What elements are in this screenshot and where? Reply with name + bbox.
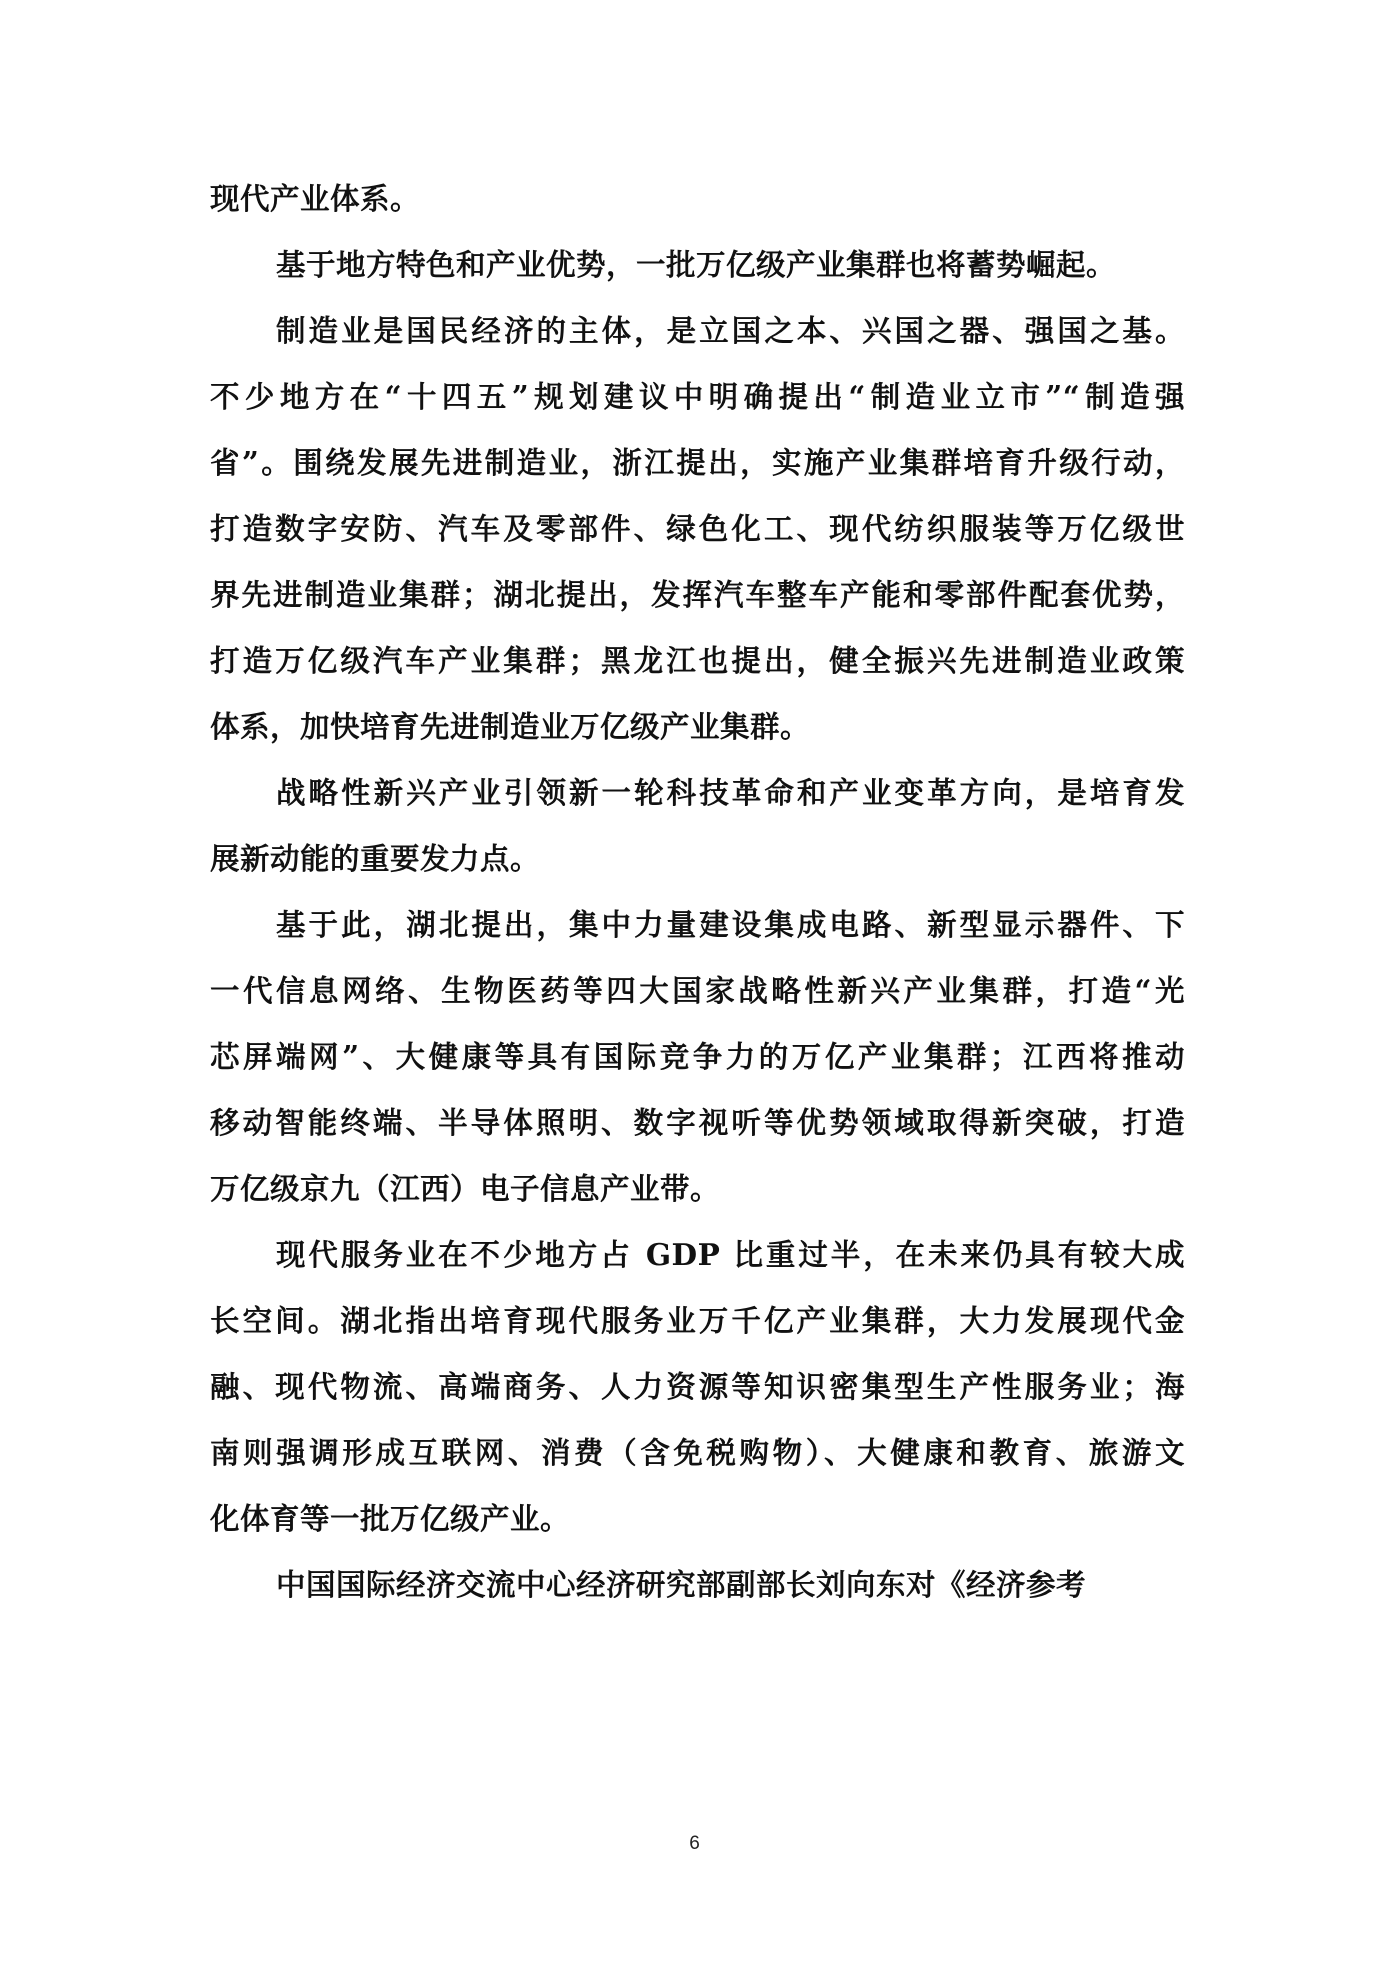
- text-line: 现代产业体系。: [210, 181, 421, 216]
- text-line: 化体育等一批万亿级产业。: [210, 1501, 571, 1536]
- page-number: 6: [689, 1833, 700, 1854]
- text-line: 南则强调形成互联网、消费（含免税购物）、大健康和教育、旅游文: [210, 1435, 1185, 1470]
- paragraph: [210, 166, 1185, 232]
- text-line: 融、现代物流、高端商务、人力资源等知识密集型生产性服务业；海: [210, 1369, 1185, 1404]
- paragraph: [210, 298, 1185, 760]
- text-line: 战略性新兴产业引领新一轮科技革命和产业变革方向，是培育发: [276, 775, 1185, 810]
- text-line: 芯屏端网”、大健康等具有国际竞争力的万亿产业集群；江西将推动: [210, 1039, 1185, 1074]
- text-line: 基于地方特色和产业优势，一批万亿级产业集群也将蓄势崛起。: [276, 247, 1117, 282]
- text-line: 基于此，湖北提出，集中力量建设集成电路、新型显示器件、下: [276, 907, 1185, 942]
- text-line: 长空间。湖北指出培育现代服务业万千亿产业集群，大力发展现代金: [210, 1303, 1185, 1338]
- paragraph: [210, 232, 1185, 298]
- text-line: 制造业是国民经济的主体，是立国之本、兴国之器、强国之基。: [276, 313, 1185, 348]
- text-line: 打造数字安防、汽车及零部件、绿色化工、现代纺织服装等万亿级世: [210, 511, 1185, 546]
- paragraph: [210, 892, 1185, 1222]
- text-line: 中国国际经济交流中心经济研究部副部长刘向东对《经济参考: [276, 1567, 1087, 1602]
- paragraph: [210, 1222, 1185, 1552]
- text-line: 一代信息网络、生物医药等四大国家战略性新兴产业集群，打造“光: [210, 973, 1185, 1008]
- text-line: 现代服务业在不少地方占 GDP 比重过半，在未来仍具有较大成: [276, 1237, 1185, 1272]
- text-line: 界先进制造业集群；湖北提出，发挥汽车整车产能和零部件配套优势，: [210, 577, 1185, 612]
- text-line: 打造万亿级汽车产业集群；黑龙江也提出，健全振兴先进制造业政策: [210, 643, 1185, 678]
- paragraph: [210, 1552, 1185, 1618]
- text-line: 万亿级京九（江西）电子信息产业带。: [210, 1171, 721, 1206]
- paragraph: [210, 760, 1185, 892]
- document-body: [210, 166, 1185, 1618]
- text-line: 移动智能终端、半导体照明、数字视听等优势领域取得新突破，打造: [210, 1105, 1185, 1140]
- text-line: 不少地方在“十四五”规划建议中明确提出“制造业立市”“制造强: [210, 379, 1185, 414]
- text-line: 体系，加快培育先进制造业万亿级产业集群。: [210, 709, 811, 744]
- text-line: 省”。围绕发展先进制造业，浙江提出，实施产业集群培育升级行动，: [210, 445, 1185, 480]
- text-line: 展新动能的重要发力点。: [210, 841, 541, 876]
